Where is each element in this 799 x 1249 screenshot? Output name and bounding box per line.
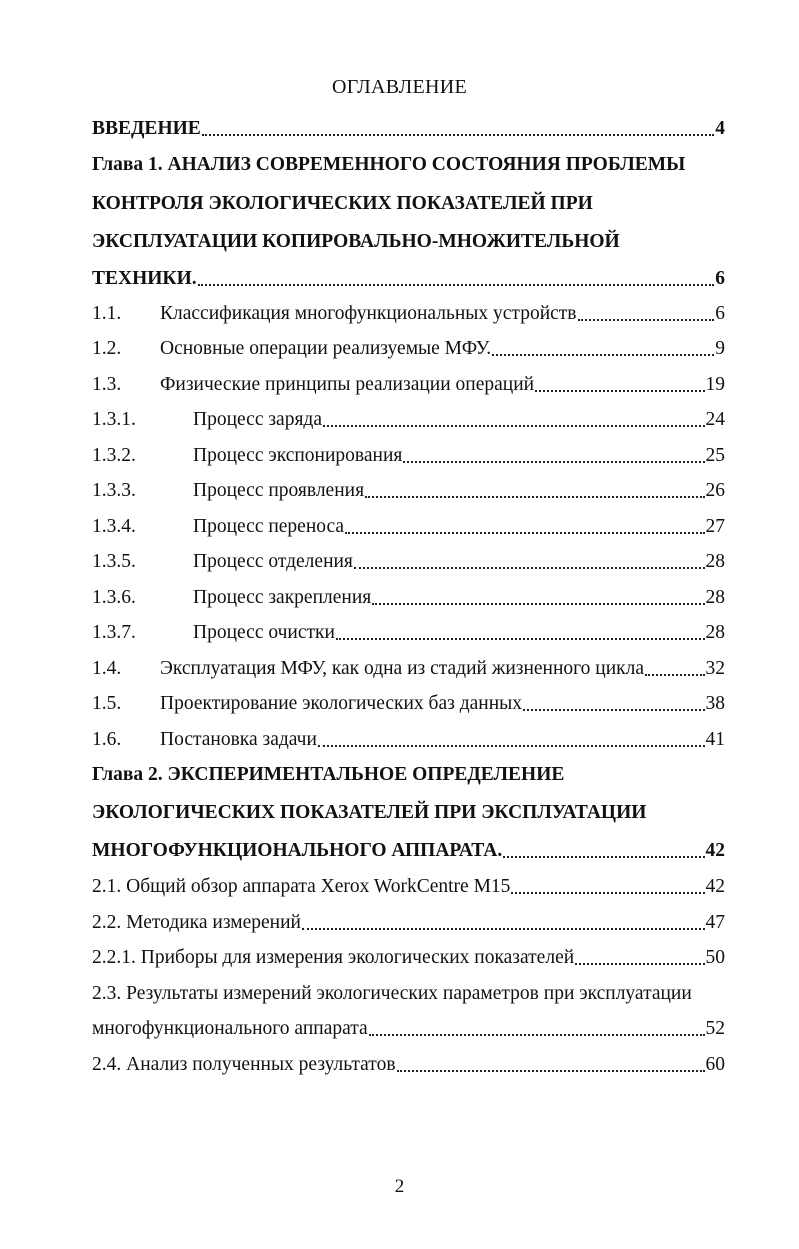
toc-chapter-1-heading-line-3[interactable] — [92, 218, 725, 254]
toc-entry-text: многофункционального аппарата — [92, 1018, 368, 1039]
toc-entry-page: 9 — [715, 338, 725, 359]
toc-entry-text: Основные операции реализуемые МФУ. — [160, 338, 492, 359]
toc-entry-text: Процесс экспонирования — [193, 445, 403, 466]
page-title: ОГЛАВЛЕНИЕ — [332, 76, 467, 98]
toc-entry-introduction[interactable] — [92, 105, 725, 141]
toc-entry-page: 42 — [705, 876, 725, 897]
toc-entry-1-1[interactable] — [92, 290, 725, 326]
toc-entry-number: 1.4. — [92, 658, 122, 679]
page-number: 2 — [394, 1176, 405, 1197]
toc-entry-text: 2.2.1. Приборы для измерения экологических показателей — [92, 947, 575, 968]
toc-entry-page: 60 — [705, 1054, 725, 1075]
toc-entry-page: 28 — [705, 587, 725, 608]
dot-leader — [302, 928, 705, 930]
toc-entry-number: 1.3.3. — [92, 480, 136, 501]
dot-leader — [372, 603, 704, 605]
toc-entry-text: Глава 1. АНАЛИЗ СОВРЕМЕННОГО СОСТОЯНИЯ ПРОБЛЕМЫ — [92, 154, 686, 175]
toc-entry-text: 2.1. Общий обзор аппарата Xerox WorkCentre M15 — [92, 876, 511, 897]
toc-entry-text: Процесс закрепления — [193, 587, 372, 608]
toc-entry-2-1[interactable] — [92, 863, 725, 899]
toc-entry-page: 25 — [705, 445, 725, 466]
toc-entry-text: МНОГОФУНКЦИОНАЛЬНОГО АППАРАТА. — [92, 840, 503, 861]
toc-entry-page: 32 — [705, 658, 725, 679]
toc-entry-text: Процесс заряда — [193, 409, 322, 430]
toc-entry-text: Процесс проявления — [193, 480, 365, 501]
toc-entry-2-3-line-2[interactable] — [92, 1005, 725, 1041]
toc-entry-1-3-3[interactable] — [92, 467, 725, 503]
toc-entry-number: 1.3.1. — [92, 409, 136, 430]
toc-chapter-2-heading-line-1[interactable] — [92, 751, 725, 787]
toc-entry-text: Классификация многофункциональных устройств — [160, 303, 577, 324]
toc-entry-page: 19 — [705, 374, 725, 395]
toc-entry-page: 42 — [705, 840, 725, 861]
toc-chapter-1-heading-line-1[interactable] — [92, 141, 725, 177]
dot-leader — [365, 496, 704, 498]
toc-entry-text: Эксплуатация МФУ, как одна из стадий жизненного цикла — [160, 658, 645, 679]
toc-entry-number: 1.3.5. — [92, 551, 136, 572]
dot-leader — [354, 567, 705, 569]
toc-entry-1-5[interactable] — [92, 680, 725, 716]
dot-leader — [369, 1034, 705, 1036]
dot-leader — [523, 709, 704, 711]
toc-entry-1-2[interactable] — [92, 325, 725, 361]
dot-leader — [202, 134, 714, 136]
toc-entry-text: ВВЕДЕНИЕ — [92, 118, 201, 139]
dot-leader — [503, 856, 704, 858]
toc-entry-page: 52 — [705, 1018, 725, 1039]
toc-entry-number: 1.6. — [92, 729, 122, 750]
toc-entry-text: Процесс переноса — [193, 516, 345, 537]
toc-entry-text: Глава 2. ЭКСПЕРИМЕНТАЛЬНОЕ ОПРЕДЕЛЕНИЕ — [92, 764, 565, 785]
toc-entry-page: 47 — [705, 912, 725, 933]
toc-entry-page: 28 — [705, 622, 725, 643]
dot-leader — [535, 390, 704, 392]
dot-leader — [345, 532, 704, 534]
dot-leader — [198, 284, 715, 286]
toc-entry-text: Физические принципы реализации операций — [160, 374, 535, 395]
dot-leader — [645, 674, 704, 676]
toc-entry-1-6[interactable] — [92, 716, 725, 752]
toc-entry-1-3[interactable] — [92, 361, 725, 397]
dot-leader — [323, 425, 705, 427]
dot-leader — [397, 1070, 705, 1072]
toc-entry-1-3-2[interactable] — [92, 432, 725, 468]
toc-entry-page: 28 — [705, 551, 725, 572]
toc-chapter-2-heading-line-2[interactable] — [92, 789, 725, 825]
toc-entry-text: Постановка задачи — [160, 729, 317, 750]
toc-entry-2-2-1[interactable] — [92, 934, 725, 970]
toc-entry-page: 50 — [705, 947, 725, 968]
toc-entry-1-3-7[interactable] — [92, 609, 725, 645]
toc-entry-page: 41 — [705, 729, 725, 750]
dot-leader — [511, 892, 704, 894]
toc-entry-number: 1.3.4. — [92, 516, 136, 537]
toc-entry-text: Процесс очистки — [193, 622, 335, 643]
toc-chapter-2-heading-line-3[interactable] — [92, 827, 725, 863]
toc-chapter-1-heading-line-2[interactable] — [92, 180, 725, 216]
toc-entry-text: КОНТРОЛЯ ЭКОЛОГИЧЕСКИХ ПОКАЗАТЕЛЕЙ ПРИ — [92, 193, 593, 214]
toc-entry-text: Процесс отделения — [193, 551, 353, 572]
toc-entry-2-2[interactable] — [92, 899, 725, 935]
toc-entry-page: 6 — [715, 268, 725, 289]
toc-entry-text: 2.4. Анализ полученных результатов — [92, 1054, 396, 1075]
toc-entry-page: 4 — [715, 118, 725, 139]
toc-entry-1-3-6[interactable] — [92, 574, 725, 610]
toc-entry-text: ЭКОЛОГИЧЕСКИХ ПОКАЗАТЕЛЕЙ ПРИ ЭКСПЛУАТАЦИИ — [92, 802, 647, 823]
toc-entry-page: 24 — [705, 409, 725, 430]
toc-entry-page: 27 — [705, 516, 725, 537]
dot-leader — [575, 963, 704, 965]
toc-entry-text: ЭКСПЛУАТАЦИИ КОПИРОВАЛЬНО-МНОЖИТЕЛЬНОЙ — [92, 231, 620, 252]
toc-chapter-1-heading-line-4[interactable] — [92, 255, 725, 291]
dot-leader — [492, 354, 714, 356]
dot-leader — [403, 461, 704, 463]
toc-entry-page: 38 — [705, 693, 725, 714]
toc-entry-1-3-5[interactable] — [92, 538, 725, 574]
toc-entry-page: 26 — [705, 480, 725, 501]
dot-leader — [578, 319, 715, 321]
dot-leader — [318, 745, 705, 747]
toc-entry-number: 1.2. — [92, 338, 122, 359]
toc-entry-text: 2.2. Методика измерений — [92, 912, 301, 933]
toc-entry-text: Проектирование экологических баз данных — [160, 693, 523, 714]
toc-entry-2-4[interactable] — [92, 1041, 725, 1077]
toc-entry-number: 1.3.7. — [92, 622, 136, 643]
toc-entry-text: 2.3. Результаты измерений экологических параметров при эксплуатации — [92, 983, 692, 1004]
toc-entry-2-3-line-1[interactable] — [92, 970, 725, 1006]
toc-entry-1-3-4[interactable] — [92, 503, 725, 539]
toc-entry-page: 6 — [715, 303, 725, 324]
toc-entry-number: 1.3.6. — [92, 587, 136, 608]
toc-entry-1-4[interactable] — [92, 645, 725, 681]
toc-entry-number: 1.5. — [92, 693, 122, 714]
toc-entry-1-3-1[interactable] — [92, 396, 725, 432]
toc-entry-number: 1.1. — [92, 303, 122, 324]
toc-entry-number: 1.3. — [92, 374, 122, 395]
dot-leader — [336, 638, 705, 640]
toc-entry-number: 1.3.2. — [92, 445, 136, 466]
toc-entry-text: ТЕХНИКИ. — [92, 268, 197, 289]
